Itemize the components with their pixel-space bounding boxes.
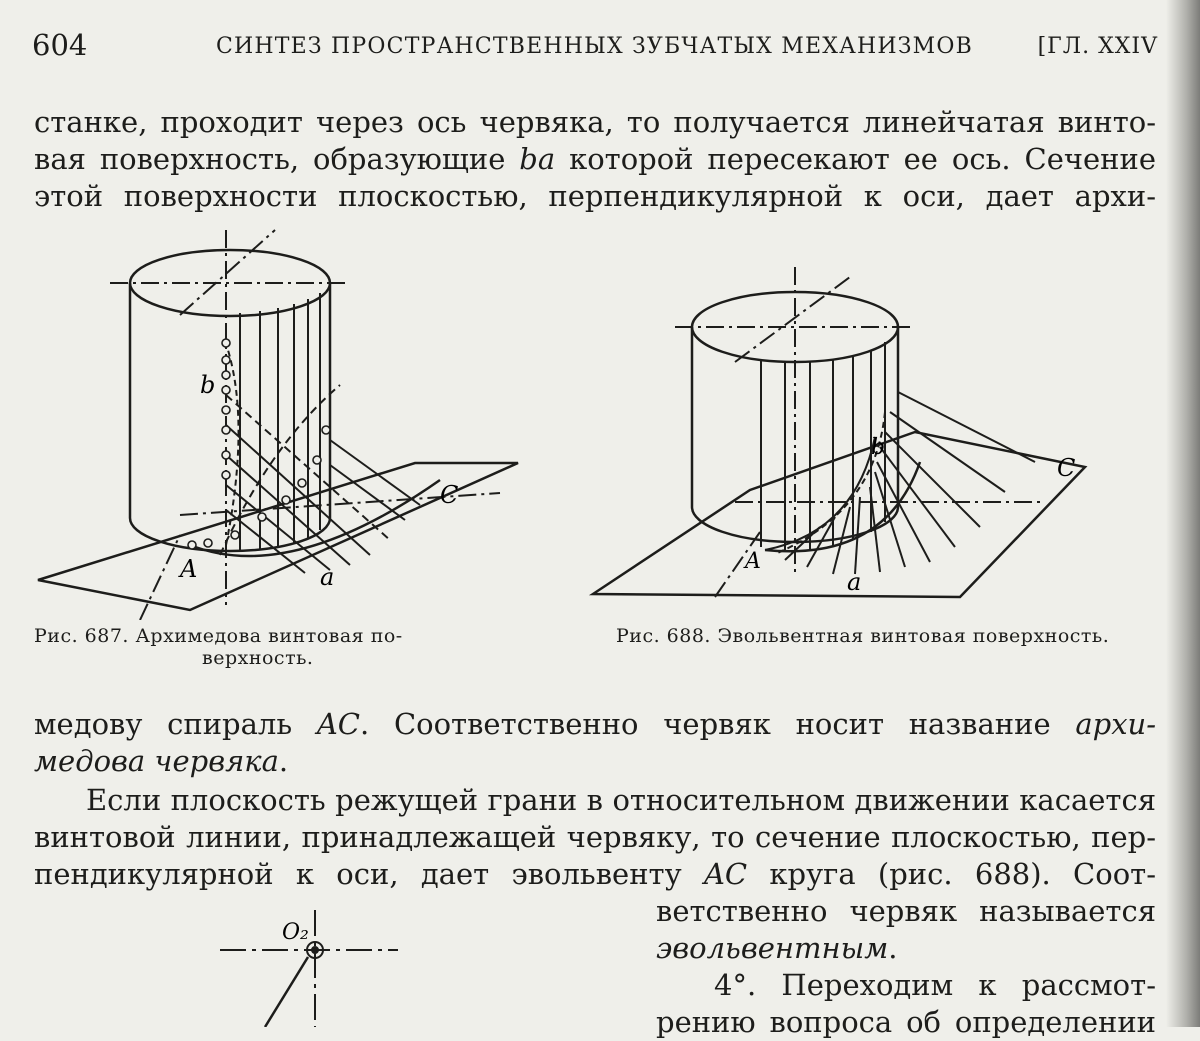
chapter-number: [ГЛ. XXIV — [1037, 34, 1158, 59]
figure-687 — [30, 225, 550, 620]
caption-line: Рис. 687. Архимедова винтовая по- — [34, 625, 403, 647]
paragraph-4 — [656, 967, 1156, 1041]
paragraph-3 — [34, 782, 1156, 893]
text-span: . — [278, 744, 289, 778]
paragraph-2 — [34, 706, 1156, 780]
term-italic: эвольвентным — [656, 931, 889, 965]
plane-c — [593, 432, 1085, 597]
text-line: 4°. Переходим к рассмот- — [714, 968, 1156, 1002]
caption-line: верхность. — [202, 647, 314, 669]
text-span: . Соответственно червяк носит название — [360, 707, 1051, 741]
caption-fig-687 — [34, 625, 403, 669]
text-span: медову спираль — [34, 707, 293, 741]
text-span: вая поверхность, образующие — [34, 142, 506, 176]
label-b: b — [200, 371, 216, 399]
label-A: A — [180, 555, 198, 583]
term-italic: архи- — [1075, 707, 1157, 741]
label-c: C — [1057, 454, 1076, 482]
text-line — [34, 856, 1156, 893]
text-span: круга (рис. 688). Соот- — [769, 857, 1157, 891]
text-line: винтовой линии, принадлежащей червяку, то сечение плоскостью, пер- — [34, 820, 1156, 854]
label-b: b — [871, 435, 886, 460]
text-line: рению вопроса об определении — [656, 1005, 1156, 1039]
label-a: a — [847, 568, 862, 596]
text-line — [34, 743, 1156, 780]
text-line — [656, 930, 1156, 967]
formula-ba: ba — [519, 142, 556, 176]
text-span: пендикулярной к оси, дает эвольвенту — [34, 857, 682, 891]
paragraph-3-continued — [656, 893, 1156, 967]
figure-688 — [585, 262, 1090, 607]
paragraph-1 — [34, 104, 1156, 215]
text-line: Если плоскость режущей грани в относительном движении касается — [86, 783, 1156, 817]
label-c: C — [440, 481, 459, 509]
formula-AC: AC — [703, 857, 748, 891]
label-A: A — [745, 549, 761, 574]
running-title: СИНТЕЗ ПРОСТРАНСТВЕННЫХ ЗУБЧАТЫХ МЕХАНИЗМОВ — [216, 34, 973, 59]
text-line: этой поверхности плоскостью, перпендикулярной к оси, дает архи- — [34, 179, 1156, 213]
label-a: a — [320, 563, 335, 591]
page-number: 604 — [32, 28, 88, 62]
text-line — [34, 141, 1156, 178]
running-header — [32, 28, 1158, 64]
caption-fig-688: Рис. 688. Эвольвентная винтовая поверхность. — [616, 625, 1110, 647]
formula-AC: AC — [316, 707, 360, 741]
text-line — [34, 706, 1156, 743]
text-span: . — [888, 931, 898, 965]
figure-bottom-partial — [210, 905, 410, 1027]
page-edge-shadow — [1166, 0, 1200, 1027]
term-italic: медова червяка — [34, 744, 279, 778]
label-o2: O₂ — [282, 920, 309, 945]
text-line: ветственно червяк называется — [656, 894, 1156, 928]
text-span: которой пересекают ее ось. Сечение — [569, 142, 1157, 176]
text-line: станке, проходит через ось червяка, то получается линейчатая винто- — [34, 105, 1156, 139]
